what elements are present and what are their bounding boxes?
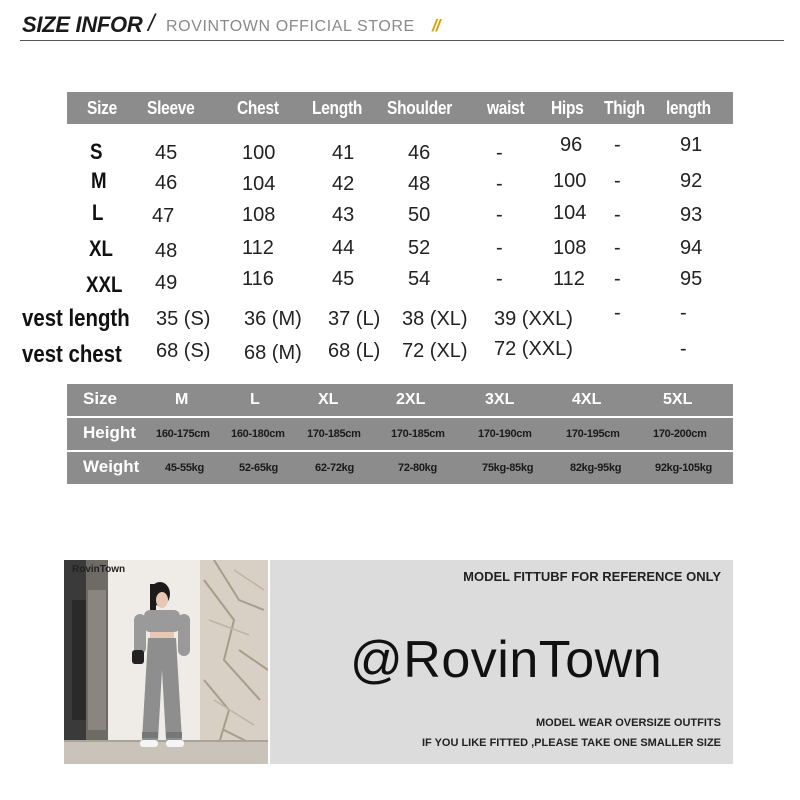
cell: 116 — [242, 268, 274, 290]
cell: 72 (XL) — [402, 340, 468, 362]
cell: 108 — [553, 237, 587, 259]
cell: 54 — [408, 268, 431, 290]
accent-mark: // — [432, 16, 440, 35]
model-photo-illustration — [64, 560, 268, 764]
cell: 108 — [242, 204, 276, 226]
cell: - — [496, 173, 503, 195]
model-info-box — [270, 560, 733, 764]
cell: 96 — [560, 134, 583, 156]
cell: 52 — [408, 237, 431, 259]
cell: - — [614, 237, 621, 259]
cell: 44 — [332, 237, 355, 259]
cell: - — [496, 237, 503, 259]
cell: - — [496, 142, 503, 164]
cell: 170-200cm — [653, 428, 707, 440]
cell: 95 — [680, 268, 703, 290]
col-header-size: Size — [87, 98, 117, 118]
cell: 72 (XXL) — [494, 338, 573, 360]
cell: 92kg-105kg — [655, 462, 712, 474]
cell: 160-180cm — [231, 428, 285, 440]
cell: 50 — [408, 204, 431, 226]
cell: 93 — [680, 204, 703, 226]
col-header-sleeve: Sleeve — [147, 98, 195, 118]
row-label-xxl: XXL — [86, 272, 123, 297]
cell: 170-185cm — [307, 428, 361, 440]
cell: - — [614, 204, 621, 226]
oversize-note: MODEL WEAR OVERSIZE OUTFITS — [536, 717, 721, 729]
cell: 68 (S) — [156, 340, 211, 362]
header-divider — [20, 40, 784, 41]
weight-label: Weight — [83, 457, 140, 476]
col-header-shoulder: Shoulder — [387, 98, 453, 118]
col-header-l: L — [250, 391, 260, 408]
row-label-l: L — [92, 200, 104, 225]
recommend-table — [67, 384, 733, 484]
reference-note: MODEL FITTUBF FOR REFERENCE ONLY — [463, 569, 721, 584]
cell: 100 — [553, 170, 587, 192]
photo-watermark: RovinTown — [72, 564, 126, 575]
cell: 37 (L) — [328, 308, 381, 330]
size-table-header — [67, 92, 733, 124]
cell: 42 — [332, 173, 355, 195]
col-header-pants-length: length — [666, 98, 711, 118]
page-title: SIZE INFOR — [22, 12, 143, 37]
cell: 92 — [680, 170, 703, 192]
cell: 94 — [680, 237, 703, 259]
cell: 41 — [332, 142, 355, 164]
row-label-xl: XL — [89, 236, 113, 261]
cell: 68 (M) — [244, 342, 302, 364]
cell: 49 — [155, 272, 178, 294]
col-header-thigh: Thigh — [604, 98, 645, 118]
store-name: ROVINTOWN OFFICIAL STORE — [166, 18, 415, 35]
row-label-s: S — [90, 139, 103, 164]
col-header-4xl: 4XL — [572, 391, 602, 408]
cell: 82kg-95kg — [570, 462, 622, 474]
cell: 170-185cm — [391, 428, 445, 440]
col-header-hips: Hips — [551, 98, 584, 118]
model-photo — [64, 560, 268, 764]
weight-row — [67, 452, 733, 484]
cell: 52-65kg — [239, 462, 278, 474]
row-label-vest-length: vest length — [22, 305, 130, 332]
cell: 39 (XXL) — [494, 308, 573, 330]
cell: 100 — [242, 142, 276, 164]
cell: 46 — [155, 172, 178, 194]
cell: 38 (XL) — [402, 308, 468, 330]
cell: - — [614, 268, 621, 290]
col-header-3xl: 3XL — [485, 391, 515, 408]
cell: 45 — [332, 268, 355, 290]
cell: 62-72kg — [315, 462, 354, 474]
recommend-header-size: Size — [83, 389, 118, 408]
col-header-waist: waist — [487, 98, 525, 118]
col-header-5xl: 5XL — [663, 391, 693, 408]
cell: - — [614, 302, 621, 324]
row-label-vest-chest: vest chest — [22, 341, 122, 368]
title-slash: / — [148, 10, 155, 37]
cell: 45 — [155, 142, 178, 164]
cell: - — [680, 302, 687, 324]
recommend-header-row — [67, 384, 733, 416]
cell: 43 — [332, 204, 355, 226]
cell: - — [496, 204, 503, 226]
fitted-note: IF YOU LIKE FITTED ,PLEASE TAKE ONE SMALLER SIZE — [421, 737, 721, 749]
cell: 35 (S) — [156, 308, 211, 330]
cell: 104 — [242, 173, 276, 195]
cell: 46 — [408, 142, 431, 164]
cell: 170-190cm — [478, 428, 532, 440]
cell: 48 — [408, 173, 431, 195]
col-header-chest: Chest — [237, 98, 279, 118]
height-label: Height — [83, 423, 136, 442]
col-header-2xl: 2XL — [396, 391, 426, 408]
cell: 47 — [152, 205, 175, 227]
row-label-m: M — [91, 168, 107, 193]
cell: - — [496, 268, 503, 290]
cell: 48 — [155, 240, 178, 262]
cell: 170-195cm — [566, 428, 620, 440]
cell: 112 — [553, 268, 585, 290]
cell: 91 — [680, 134, 703, 156]
cell: - — [614, 170, 621, 192]
col-header-length: Length — [312, 98, 363, 118]
cell: - — [614, 134, 621, 156]
cell: 104 — [553, 202, 587, 224]
col-header-m: M — [175, 391, 189, 408]
cell: 72-80kg — [398, 462, 437, 474]
cell: 45-55kg — [165, 462, 204, 474]
height-row — [67, 418, 733, 450]
cell: 68 (L) — [328, 340, 381, 362]
cell: 75kg-85kg — [482, 462, 534, 474]
cell: 160-175cm — [156, 428, 210, 440]
cell: - — [680, 338, 687, 360]
cell: 112 — [242, 237, 274, 259]
cell: 36 (M) — [244, 308, 302, 330]
col-header-xl: XL — [318, 391, 339, 408]
brand-handle: @RovinTown — [350, 631, 663, 689]
